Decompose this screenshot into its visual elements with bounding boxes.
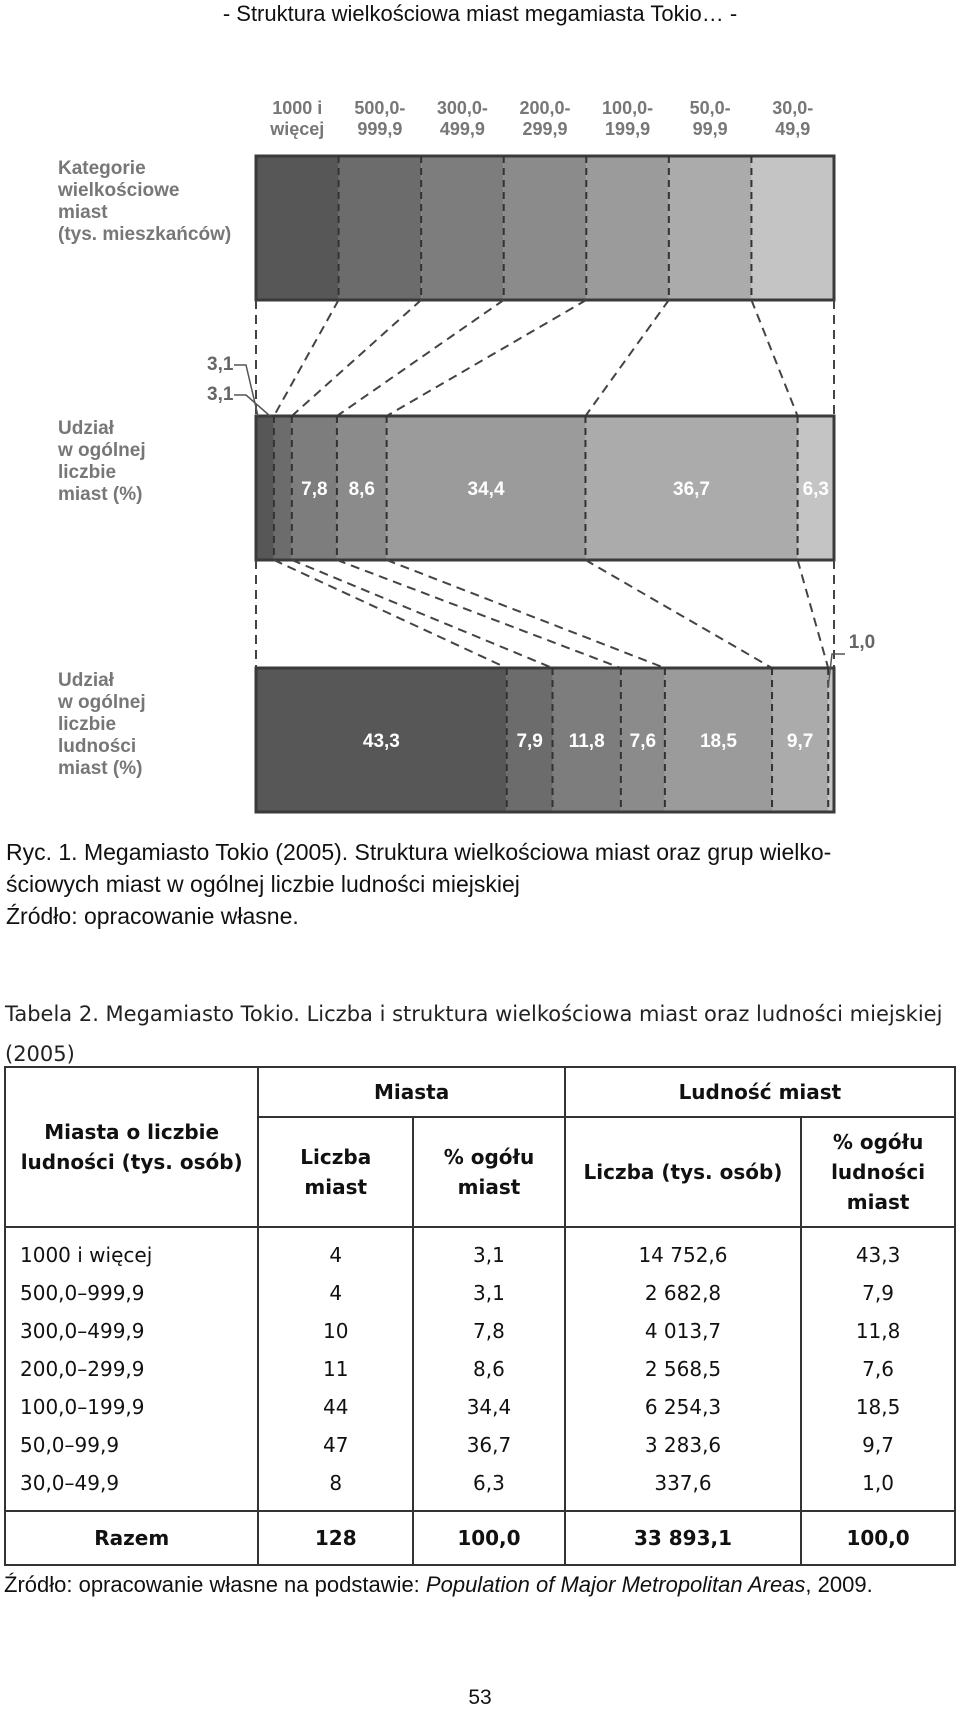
value-label: 9,7 [786, 731, 814, 752]
stacked-bar-figure [0, 60, 960, 830]
table-source-suffix: , 2009. [805, 1572, 873, 1597]
header-cities-count [258, 1117, 413, 1227]
cell-pop: 337,6 [565, 1464, 801, 1502]
connector-line [337, 560, 621, 668]
category-tick-label: 30,0- [772, 98, 814, 118]
leader-line [234, 395, 270, 416]
total-label: Razem [5, 1511, 258, 1565]
header-cities-count-line-2: miast [304, 1175, 368, 1199]
cell-size: 300,0–499,9 [5, 1312, 258, 1350]
category-tick-label: 499,9 [439, 119, 485, 139]
header-cities-count-line-1: Liczba [300, 1145, 372, 1169]
value-label: 1,0 [848, 632, 876, 653]
category-tick-label: więcej [270, 119, 325, 139]
row-label-categories: (tys. mieszkańców) [58, 224, 232, 245]
header-pop-count: Liczba (tys. osób) [565, 1117, 801, 1227]
category-tick-label: 1000 i [272, 98, 323, 118]
page-number: 53 [468, 1686, 492, 1709]
category-tick-label: 99,9 [692, 119, 728, 139]
row-label-cities-share: w ogólnej [58, 440, 146, 461]
value-label: 6,3 [802, 479, 830, 500]
category-tick-label: 999,9 [357, 119, 403, 139]
category-segment [586, 156, 669, 300]
value-label: 8,6 [348, 479, 375, 500]
leader-line [234, 365, 258, 416]
connector-line [274, 300, 339, 416]
value-label: 7,8 [301, 479, 328, 500]
figure-caption-line-1: Ryc. 1. Megamiasto Tokio (2005). Struktura wielkościowa miast oraz grup wielko- [6, 839, 832, 865]
header-pop-share-line-2: ludności [831, 1160, 926, 1184]
table-caption-line-1: Tabela 2. Megamiasto Tokio. Liczba i struktura wielkościowa miast oraz ludności miejskiej [5, 1002, 943, 1026]
header-city-size-line-2: ludności (tys. osób) [20, 1150, 243, 1174]
cell-pop: 4 013,7 [565, 1312, 801, 1350]
category-tick-label: 299,9 [522, 119, 568, 139]
row-label-population-share: miast (%) [58, 758, 143, 779]
cell-count: 47 [258, 1426, 413, 1464]
cities-share-segment [256, 416, 274, 560]
table-source-title: Population of Major Metropolitan Areas [425, 1572, 806, 1597]
cell-pop: 2 568,5 [565, 1350, 801, 1388]
cell-count: 11 [258, 1350, 413, 1388]
cell-pop-share: 43,3 [801, 1236, 955, 1274]
value-label: 36,7 [673, 479, 711, 500]
value-label: 11,8 [568, 731, 605, 752]
header-cities-share-line-2: miast [457, 1175, 521, 1199]
cell-count: 4 [258, 1274, 413, 1312]
connector-line [751, 300, 797, 416]
header-group-cities: Miasta [258, 1067, 564, 1117]
category-tick-label: 49,9 [775, 119, 811, 139]
total-row [5, 1511, 955, 1565]
row-label-categories: wielkościowe [58, 180, 180, 201]
connector-line [292, 300, 421, 416]
cell-share: 3,1 [413, 1274, 565, 1312]
spacer-row [5, 1502, 955, 1511]
value-label: 3,1 [207, 354, 234, 375]
figure-source: Źródło: opracowanie własne. [6, 903, 299, 929]
cell-share: 6,3 [413, 1464, 565, 1502]
category-segment [339, 156, 422, 300]
header-pop-share [801, 1117, 955, 1227]
table-caption-line-2: (2005) [5, 1042, 75, 1066]
total-pop: 33 893,1 [565, 1511, 801, 1565]
row-label-population-share: ludności [58, 736, 137, 757]
cell-pop-share: 18,5 [801, 1388, 955, 1426]
category-segment [669, 156, 752, 300]
connector-line [292, 560, 553, 668]
cell-size: 100,0–199,9 [5, 1388, 258, 1426]
cell-pop-share: 9,7 [801, 1426, 955, 1464]
table-row [5, 1426, 955, 1464]
table-row [5, 1274, 955, 1312]
total-pop-share: 100,0 [801, 1511, 955, 1565]
table-row [5, 1388, 955, 1426]
row-labels [57, 158, 231, 779]
category-bar [256, 156, 834, 300]
row-label-population-share: w ogólnej [58, 692, 146, 713]
row-label-cities-share: liczbie [58, 462, 117, 483]
running-header: - Struktura wielkościowa miast megamiasta Tokio… - [222, 1, 738, 26]
cell-count: 4 [258, 1236, 413, 1274]
cell-count: 44 [258, 1388, 413, 1426]
table-row [5, 1312, 955, 1350]
connector-line [387, 300, 587, 416]
value-label: 18,5 [699, 731, 737, 752]
cell-pop-share: 7,6 [801, 1350, 955, 1388]
row-label-cities-share: miast (%) [58, 484, 143, 505]
category-tick-label: 500,0- [354, 98, 406, 118]
value-label: 7,6 [629, 731, 657, 752]
cell-pop: 2 682,8 [565, 1274, 801, 1312]
category-segment [256, 156, 339, 300]
data-table [4, 1066, 956, 1566]
table-row [5, 1464, 955, 1502]
table-row [5, 1350, 955, 1388]
table-source-prefix: Źródło: opracowanie własne na podstawie: [4, 1572, 426, 1597]
row-label-population-share: liczbie [58, 714, 117, 735]
header-city-size-line-1: Miasta o liczbie [44, 1120, 220, 1144]
row-label-cities-share: Udział [58, 418, 114, 439]
cell-pop: 6 254,3 [565, 1388, 801, 1426]
table-caption [5, 994, 955, 1074]
value-label: 43,3 [362, 731, 400, 752]
header-cities-share-line-1: % ogółu [443, 1145, 535, 1169]
cities-share-bar [256, 416, 834, 560]
value-label: 3,1 [207, 384, 234, 405]
spacer-row [5, 1227, 955, 1236]
cell-share: 7,8 [413, 1312, 565, 1350]
cell-pop-share: 11,8 [801, 1312, 955, 1350]
total-share: 100,0 [413, 1511, 565, 1565]
cell-size: 50,0–99,9 [5, 1426, 258, 1464]
table-body [5, 1227, 955, 1565]
connector-line [798, 560, 829, 668]
table-row [5, 1236, 955, 1274]
category-tick-label: 200,0- [519, 98, 571, 118]
cell-count: 10 [258, 1312, 413, 1350]
category-tick-label: 50,0- [689, 98, 731, 118]
category-tick-label: 300,0- [436, 98, 488, 118]
connector-line [337, 300, 504, 416]
row-label-population-share: Udział [58, 670, 114, 691]
cell-share: 8,6 [413, 1350, 565, 1388]
cell-share: 36,7 [413, 1426, 565, 1464]
connector-line [585, 560, 772, 668]
cell-share: 34,4 [413, 1388, 565, 1426]
cell-pop: 3 283,6 [565, 1426, 801, 1464]
row-label-categories: miast [58, 202, 108, 223]
connector-line [274, 560, 507, 668]
figure-caption [6, 836, 946, 932]
total-count: 128 [258, 1511, 413, 1565]
header-group-population: Ludność miast [565, 1067, 955, 1117]
header-cities-share [413, 1117, 565, 1227]
cell-pop: 14 752,6 [565, 1236, 801, 1274]
table-source [4, 1572, 873, 1598]
cell-size: 500,0–999,9 [5, 1274, 258, 1312]
figure-caption-line-2: ściowych miast w ogólnej liczbie ludności miejskiej [6, 871, 520, 897]
cell-count: 8 [258, 1464, 413, 1502]
category-segment [421, 156, 504, 300]
row-label-categories: Kategorie [58, 158, 146, 179]
category-tick-label: 100,0- [602, 98, 654, 118]
cell-pop-share: 1,0 [801, 1464, 955, 1502]
category-tick-labels [269, 98, 813, 139]
cell-pop-share: 7,9 [801, 1274, 955, 1312]
category-tick-label: 199,9 [605, 119, 651, 139]
category-segment [504, 156, 587, 300]
value-label: 34,4 [467, 479, 505, 500]
header-pop-share-line-3: miast [846, 1190, 910, 1214]
category-segment [751, 156, 834, 300]
cell-size: 1000 i więcej [5, 1236, 258, 1274]
population-share-bar [256, 668, 834, 812]
cities-share-segment [274, 416, 292, 560]
connector-lines-top [256, 300, 834, 416]
header-city-size [5, 1067, 258, 1227]
header-pop-share-line-1: % ogółu [832, 1130, 924, 1154]
value-label: 7,9 [516, 731, 543, 752]
connector-lines-bottom [256, 560, 834, 668]
cell-share: 3,1 [413, 1236, 565, 1274]
connector-line [585, 300, 668, 416]
cell-size: 200,0–299,9 [5, 1350, 258, 1388]
connector-line [387, 560, 665, 668]
cell-size: 30,0–49,9 [5, 1464, 258, 1502]
